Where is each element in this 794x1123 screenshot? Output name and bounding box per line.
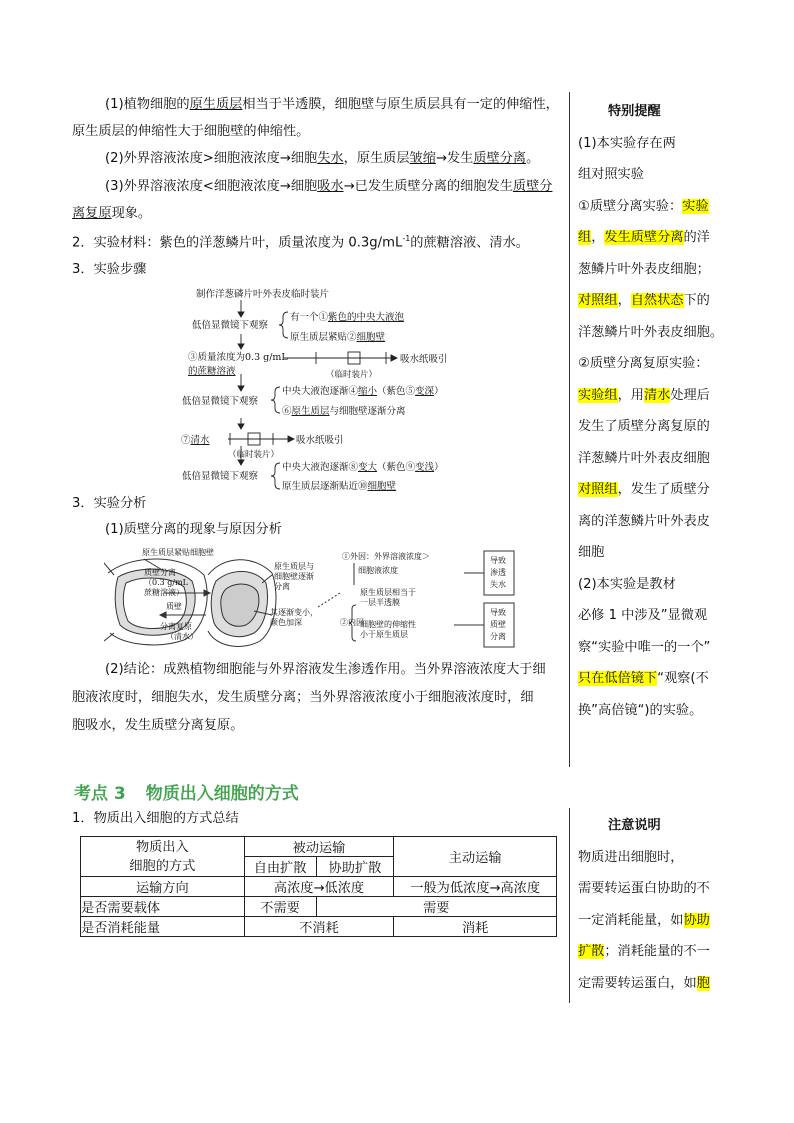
- sidebar-line: [578, 569, 728, 601]
- flow-step-3b: 的蔗糖溶液: [188, 366, 236, 377]
- text: ，: [617, 293, 631, 308]
- text: 的洋: [683, 230, 710, 245]
- conclusion-line-1: (2)结论：成熟植物细胞能与外界溶液发生渗透作用。当外界溶液浓度大于细: [105, 662, 546, 677]
- sidebar-line: [578, 695, 728, 727]
- sidebar-line: [578, 380, 728, 412]
- text: (2)外界溶液浓度>细胞液浓度→细胞: [105, 151, 318, 166]
- highlighted-text: 发生质壁分离: [604, 230, 684, 245]
- sidebar-lines: [578, 842, 728, 1000]
- fig-label-right3: 分离: [274, 582, 290, 591]
- flow-step-4: 低倍显微镜下观察: [182, 396, 259, 407]
- highlighted-text: 实验组: [578, 387, 618, 403]
- text: ，用: [617, 387, 644, 403]
- flow-step-3a: ③质量浓度为0.3 g/mL: [188, 352, 288, 363]
- para-2: [105, 152, 539, 165]
- table-cell: 是否需要载体: [81, 897, 245, 917]
- section-number: 考点 3: [74, 784, 126, 804]
- table-cell: 运输方向: [81, 877, 245, 897]
- sidebar-line: [578, 506, 728, 538]
- fig-internal-2: 一层半透膜: [360, 598, 400, 607]
- sidebar-line: [578, 128, 728, 160]
- sidebar-line: [578, 632, 728, 664]
- para-1a: [105, 98, 559, 111]
- text: ，发生了质壁分: [617, 482, 710, 497]
- highlighted-text: 对照组: [578, 482, 618, 497]
- fig-box2-line1: 导致: [490, 608, 506, 617]
- fig-label-sep1: 质壁分离: [144, 568, 176, 577]
- fig-label-rec1: 质壁: [166, 602, 182, 611]
- text: 。: [526, 151, 540, 166]
- table-header-active: 主动运输: [394, 837, 557, 877]
- text-underlined: 原生质层: [189, 97, 243, 112]
- flow-step-6a: 中央大液泡逐渐⑧变大（紫色⑨变浅）: [282, 462, 444, 473]
- fig-internal-label: ②内因: [340, 618, 364, 627]
- highlighted-text: 对照组: [578, 293, 618, 308]
- highlighted-text: 清水: [643, 387, 671, 403]
- flow-step-1: 制作洋葱磷片叶外表皮临时装片: [196, 289, 330, 300]
- text: 处理后: [670, 387, 710, 403]
- fig-internal-3: 细胞壁的伸缩性: [360, 620, 416, 629]
- text: 换”高倍镜“)的实验。: [578, 702, 703, 718]
- text: 察“实验中唯一的一个”: [578, 639, 711, 655]
- sidebar-line: [578, 905, 728, 937]
- text: 必修 1 中涉及”显微观: [578, 608, 708, 623]
- table-cell: 是否消耗能量: [81, 917, 245, 937]
- fig-label-low1: 其逐渐变小，: [270, 608, 318, 617]
- text: 的蔗糖溶液、清水。: [410, 235, 529, 251]
- text: →已发生质壁分离的细胞发生: [343, 179, 513, 194]
- highlighted-text: 组: [578, 230, 592, 245]
- fig-external-1: ①外因：外界溶液浓度＞: [342, 552, 430, 561]
- column-divider: [569, 92, 570, 767]
- fig-label-top: 原生质层紧贴细胞壁: [142, 548, 214, 557]
- section-heading: [74, 786, 299, 803]
- text: 物质出入: [135, 839, 189, 855]
- highlighted-text: 自然状态: [630, 293, 684, 308]
- highlighted-text: 协助: [683, 912, 710, 928]
- fig-box2-line2: 质壁: [490, 620, 506, 629]
- text: 2．实验材料：紫色的洋葱鳞片叶，质量浓度为 0.3g/mL: [72, 235, 403, 251]
- flow-step-2: 低倍显微镜下观察: [192, 320, 269, 331]
- para-3b: [72, 207, 151, 220]
- superscript: -1: [402, 234, 411, 243]
- text: 洋葱鳞片叶外表皮细胞: [578, 450, 710, 466]
- plasmolysis-figure: [104, 545, 524, 655]
- conclusion-line-3: 胞吸水，发生质壁分离复原。: [72, 718, 244, 733]
- table-cell: 不需要: [244, 897, 316, 917]
- transport-summary-table: [80, 836, 557, 937]
- text: (2)本实验是教材: [578, 576, 676, 592]
- table-cell: 高浓度→低浓度: [244, 877, 394, 897]
- analysis-subtitle: (1)质壁分离的现象与原因分析: [105, 522, 282, 537]
- text: 相当于半透膜，细胞壁与原生质层具有一定的伸缩性，: [242, 97, 559, 112]
- sidebar-line: [578, 474, 728, 506]
- sidebar-lines: [578, 128, 728, 727]
- analysis-title: 3．实验分析: [72, 496, 147, 511]
- sidebar-title: 特别提醒: [608, 104, 661, 119]
- table-row: [81, 897, 557, 917]
- table-row: [81, 877, 557, 897]
- sidebar-line: [578, 254, 728, 286]
- table-header-free: 自由扩散: [244, 857, 316, 877]
- materials: [72, 235, 529, 250]
- text: 定需要转运蛋白，如: [578, 975, 697, 991]
- text-underlined: 离复原: [72, 206, 112, 221]
- sidebar-attention-note: [578, 810, 728, 999]
- text: ，: [591, 230, 605, 245]
- sidebar-line: [578, 663, 728, 695]
- sidebar-line: [578, 317, 728, 349]
- flow-step-6b: 原生质层逐渐贴近⑩细胞壁: [282, 481, 397, 492]
- sidebar-line: [578, 873, 728, 905]
- para-3a: [105, 180, 552, 193]
- text: ，原生质层: [343, 151, 410, 166]
- text: →发生: [435, 151, 474, 166]
- text-underlined: 质壁分离: [473, 151, 527, 166]
- flow-step-2a: 有一个①紫色的中央大液泡: [290, 312, 405, 323]
- table-row: [81, 917, 557, 937]
- sidebar-line: [578, 159, 728, 191]
- text: ②质壁分离复原实验：: [578, 356, 709, 371]
- flow-step-4a: 中央大液泡逐渐④缩小（紫色⑤变深）: [282, 386, 444, 397]
- text: 下的: [683, 293, 710, 308]
- sidebar-line: [578, 936, 728, 968]
- steps-title: 3．实验步骤: [72, 262, 147, 277]
- sidebar-line: [578, 348, 728, 380]
- sidebar-special-reminder: [578, 96, 728, 726]
- sidebar-title: 注意说明: [608, 818, 661, 833]
- sidebar-line: [578, 842, 728, 874]
- sidebar-line: [578, 285, 728, 317]
- flow-step-3-right: 吸水纸吸引: [400, 354, 448, 365]
- table-header-method: [81, 837, 245, 877]
- fig-label-low2: 颜色加深: [270, 618, 302, 627]
- text: 物质进出细胞时，: [578, 849, 684, 865]
- text-underlined: 失水: [317, 151, 344, 166]
- sidebar-line: [578, 222, 728, 254]
- experiment-flowchart: [176, 286, 516, 496]
- sidebar-line: [578, 537, 728, 569]
- fig-internal-1: 原生质层相当于: [360, 588, 416, 597]
- text: 细胞: [578, 545, 605, 560]
- table-cell: 消耗: [394, 917, 557, 937]
- fig-label-right1: 原生质层与: [274, 562, 314, 571]
- table-cell: 一般为低浓度→高浓度: [394, 877, 557, 897]
- table-header-facilitated: 协助扩散: [316, 857, 394, 877]
- para-1b: 原生质层的伸缩性大于细胞壁的伸缩性。: [72, 124, 310, 139]
- text: 葱鳞片叶外表皮细胞；: [578, 261, 710, 277]
- text: ①质壁分离实验：: [578, 198, 683, 214]
- fig-internal-4: 小于原生质层: [360, 630, 408, 639]
- flow-step-4b: ⑥原生质层与细胞壁逐渐分离: [282, 406, 406, 417]
- flow-step-6: 低倍显微镜下观察: [182, 471, 259, 482]
- text: 现象。: [111, 206, 152, 221]
- text: 发生了质壁分离复原的: [578, 419, 710, 434]
- fig-box1-line2: 渗透: [490, 568, 506, 577]
- column-divider-2: [569, 808, 570, 1003]
- sidebar-line: [578, 191, 728, 223]
- table-cell: 不消耗: [244, 917, 394, 937]
- sidebar-line: [578, 411, 728, 443]
- text: 离的洋葱鳞片叶外表皮: [578, 513, 710, 529]
- table-header-passive: 被动运输: [244, 837, 394, 857]
- text: (3)外界溶液浓度<细胞液浓度→细胞: [105, 179, 318, 194]
- text: (1)本实验存在两: [578, 135, 676, 151]
- sidebar-line: [578, 600, 728, 632]
- fig-label-sep3: 蔗糖溶液）: [144, 588, 184, 597]
- text-underlined: 质壁分: [512, 179, 553, 194]
- text: 洋葱鳞片叶外表皮细胞。: [578, 324, 724, 340]
- text: 细胞的方式: [129, 858, 196, 874]
- highlighted-text: 胞: [696, 975, 710, 991]
- highlighted-text: 只在低倍镜下: [578, 671, 658, 686]
- section-subtitle: 1．物质出入细胞的方式总结: [72, 811, 239, 826]
- fig-label-right2: 细胞壁逐渐: [274, 572, 314, 581]
- text: “观察(不: [657, 671, 709, 686]
- table-cell: 需要: [316, 897, 557, 917]
- text: 一定消耗能量，如: [578, 912, 684, 928]
- fig-box2-line3: 分离: [490, 632, 506, 641]
- fig-label-rec2: 分离复原: [160, 622, 192, 631]
- highlighted-text: 扩散: [578, 944, 605, 959]
- flow-step-5: ⑦清水: [181, 435, 210, 446]
- flow-step-5-right: 吸水纸吸引: [296, 435, 344, 446]
- sidebar-line: [578, 443, 728, 475]
- text-underlined: 吸水: [317, 179, 344, 194]
- text-underlined: 皱缩: [409, 151, 436, 166]
- conclusion-line-2: 胞液浓度时，细胞失水，发生质壁分离；当外界溶液浓度小于细胞液浓度时，细: [72, 690, 534, 705]
- text: 组对照实验: [578, 167, 644, 182]
- fig-label-rec3: （清水）: [166, 632, 198, 641]
- flow-step-2b: 原生质层紧贴②细胞壁: [290, 332, 386, 343]
- flow-step-5-caption: （临时装片）: [228, 450, 280, 460]
- fig-label-sep2: （0.3 g/mL: [144, 578, 188, 587]
- text: 需要转运蛋白协助的不: [578, 881, 710, 896]
- fig-external-2: 细胞液浓度: [358, 566, 398, 575]
- flow-step-3-caption: （临时装片）: [326, 370, 378, 380]
- text: ；消耗能量的不一: [604, 944, 710, 959]
- fig-box1-line3: 失水: [490, 580, 506, 589]
- highlighted-text: 实验: [682, 198, 709, 214]
- section-title: 物质出入细胞的方式: [145, 784, 299, 804]
- text: (1)植物细胞的: [105, 97, 190, 112]
- fig-box1-line1: 导致: [490, 556, 506, 565]
- table-row: [81, 837, 557, 857]
- sidebar-line: [578, 968, 728, 1000]
